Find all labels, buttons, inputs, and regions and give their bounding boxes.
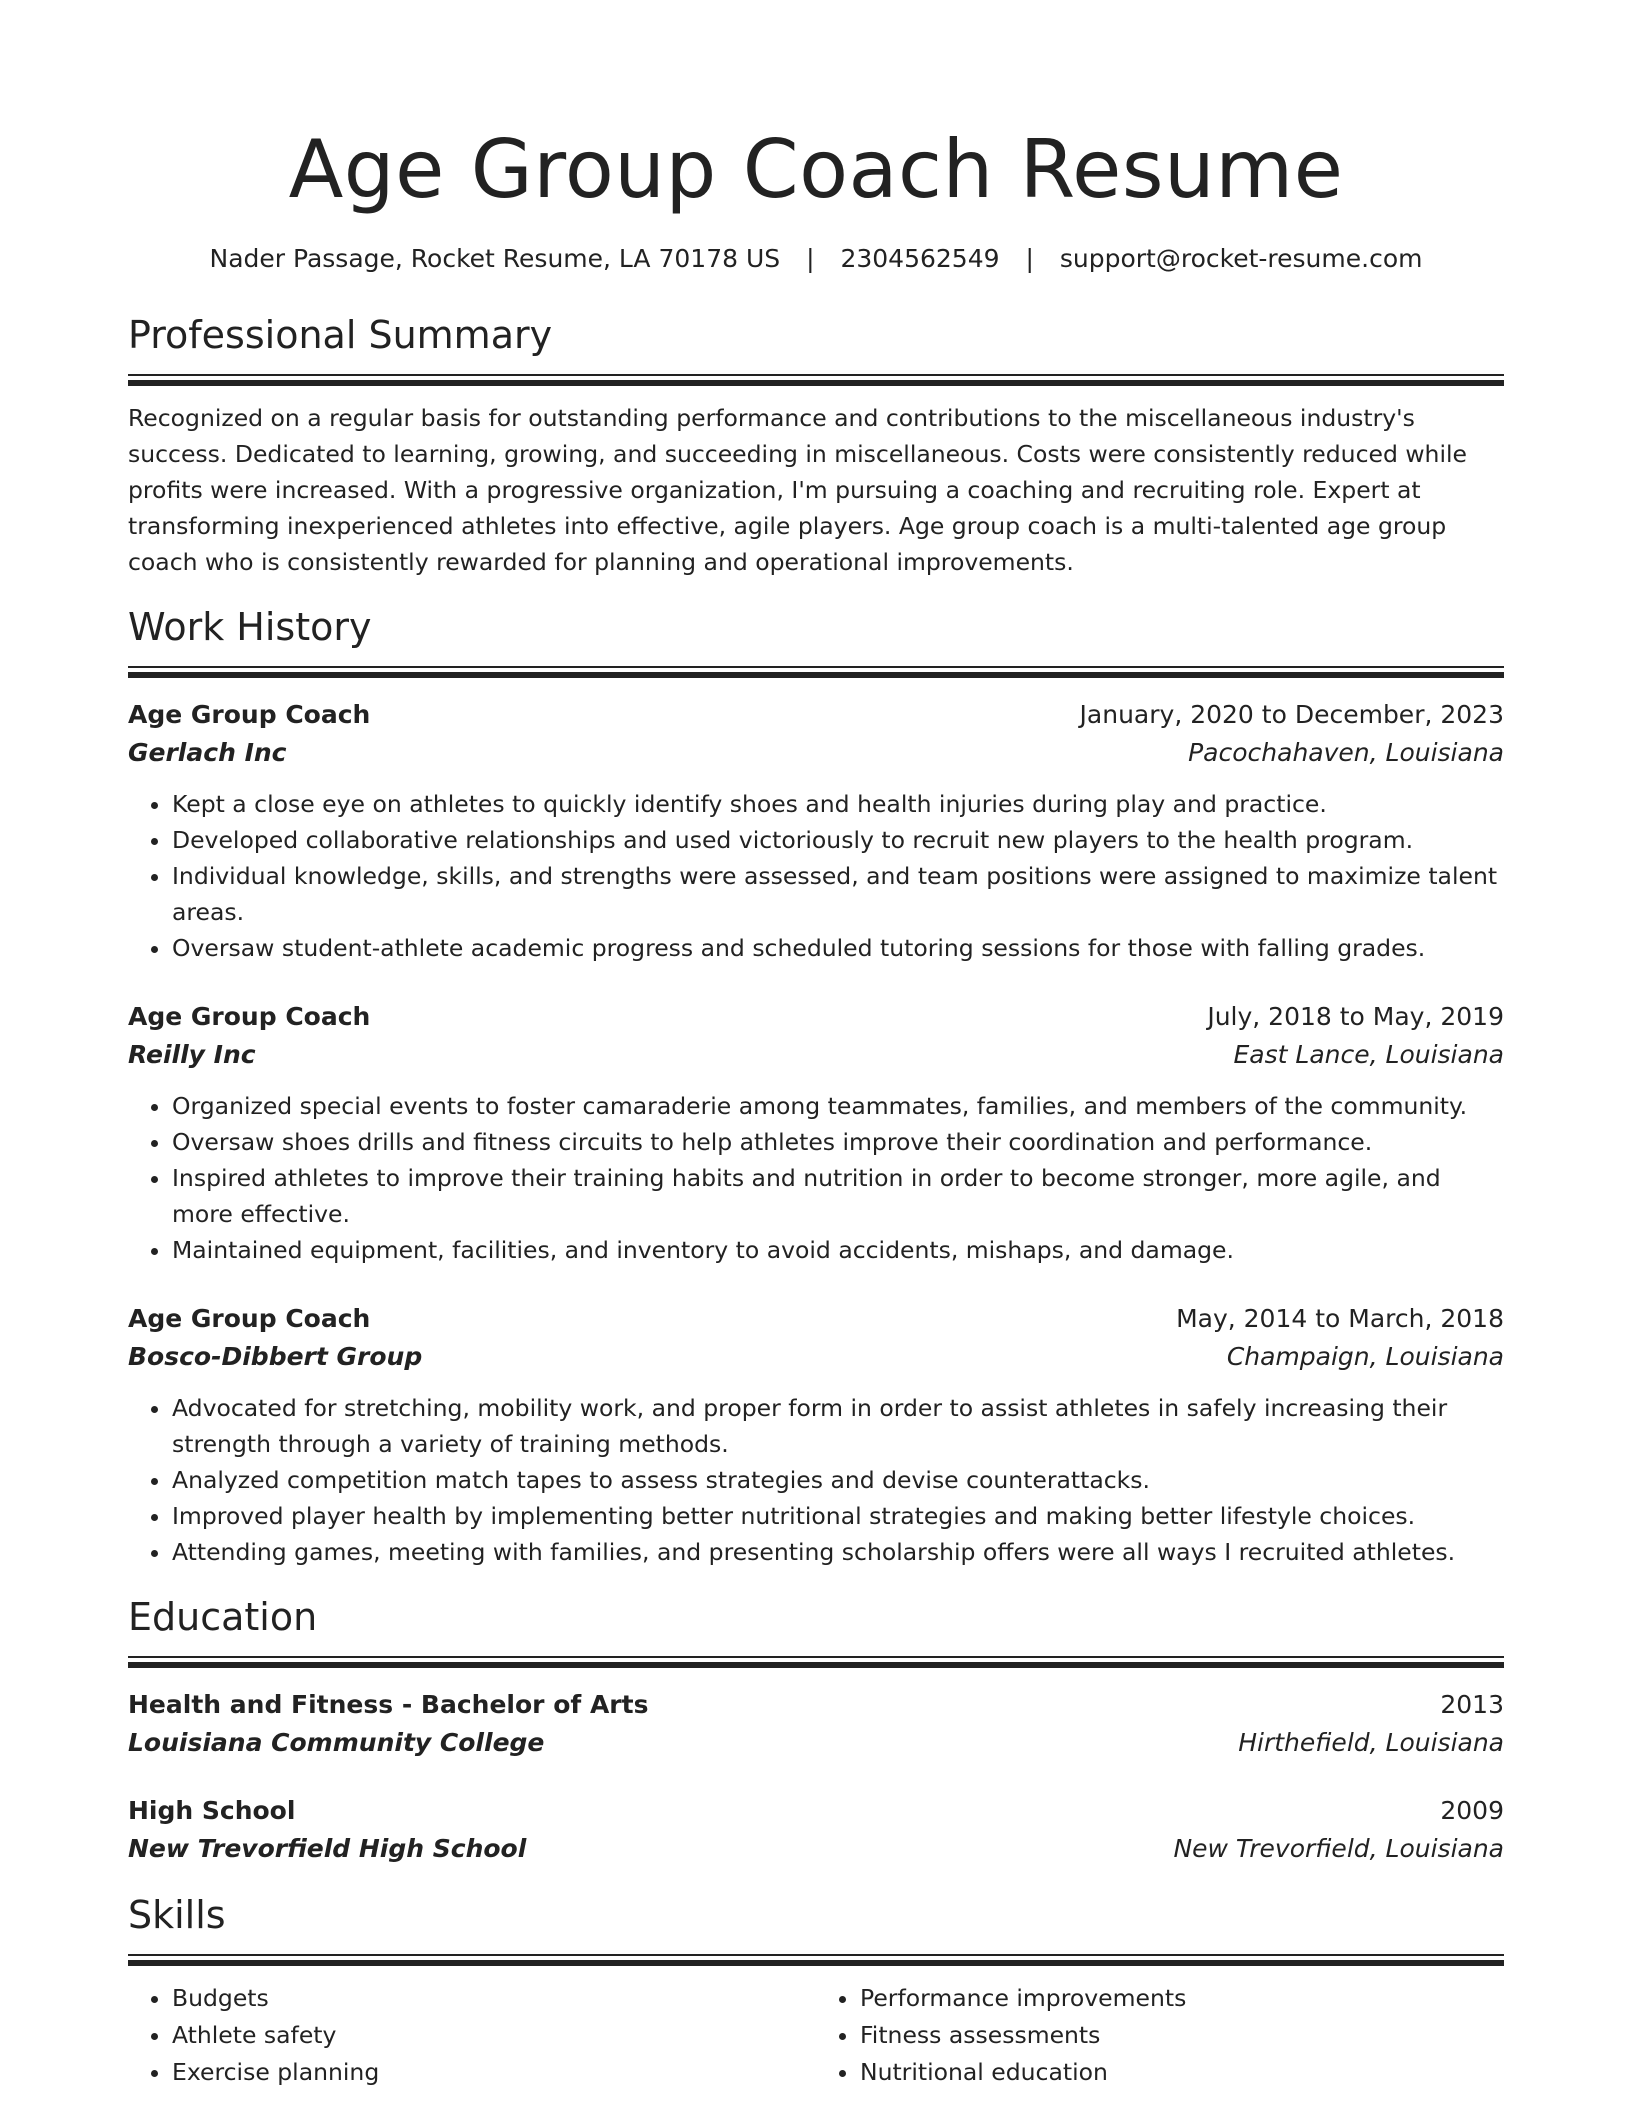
job-bullet: • Oversaw shoes drills and fitness circuits to help athletes improve their coordination and performance.	[172, 1124, 1504, 1160]
job-location: Champaign, Louisiana	[1226, 1342, 1504, 1371]
job-bullets	[128, 786, 1504, 966]
skills-column-left	[128, 1980, 816, 2091]
job-title: Age Group Coach	[128, 1304, 371, 1333]
job-bullet: • Attending games, meeting with families, and presenting scholarship offers were all ways I recruited athletes.	[172, 1534, 1504, 1570]
job-bullet: • Improved player health by implementing better nutritional strategies and making better lifestyle choices.	[172, 1498, 1504, 1534]
skill-item: • Exercise planning	[172, 2054, 816, 2091]
job-dates: May, 2014 to March, 2018	[1176, 1304, 1504, 1333]
education-degree: Health and Fitness - Bachelor of Arts	[128, 1690, 649, 1719]
job-bullet: • Inspired athletes to improve their training habits and nutrition in order to become stronger, more agile, and more effective.	[172, 1160, 1504, 1232]
job-bullets	[128, 1088, 1504, 1268]
job-bullet: • Individual knowledge, skills, and strengths were assessed, and team positions were assigned to maximize talent areas.	[172, 858, 1504, 930]
job-bullet: • Kept a close eye on athletes to quickly identify shoes and health injuries during play and practice.	[172, 786, 1504, 822]
contact-phone: 2304562549	[840, 244, 1000, 273]
job-entry	[128, 998, 1504, 1268]
skill-item: • Fitness assessments	[860, 2017, 1504, 2054]
job-title: Age Group Coach	[128, 1002, 371, 1031]
skill-item: • Performance improvements	[860, 1980, 1504, 2017]
education-year: 2013	[1440, 1690, 1504, 1719]
skill-item: • Athlete safety	[172, 2017, 816, 2054]
skill-item: • Budgets	[172, 1980, 816, 2017]
education-entry	[128, 1686, 1504, 1762]
skills-section	[128, 1892, 1504, 2091]
job-bullets	[128, 1390, 1504, 1570]
education-entry	[128, 1792, 1504, 1868]
job-dates: July, 2018 to May, 2019	[1207, 1002, 1504, 1031]
job-location: East Lance, Louisiana	[1233, 1040, 1504, 1069]
job-company: Reilly Inc	[128, 1040, 256, 1069]
work-section	[128, 604, 1504, 1570]
summary-text: Recognized on a regular basis for outstanding performance and contributions to the miscellaneous industry's success. Dedicated to learning, growing, and succeeding in miscellaneous. Costs were consistently reduced while profits were increased. With a progressive organization, I'm pursuing a coaching and recruiting role. Expert at transforming inexperienced athletes into effective, agile players. Age group coach is a multi-talented age group coach who is consistently rewarded for planning and operational improvements.	[128, 404, 1467, 576]
education-location: Hirthefield, Louisiana	[1238, 1728, 1504, 1757]
job-bullet: • Analyzed competition match tapes to assess strategies and devise counterattacks.	[172, 1462, 1504, 1498]
contact-line	[128, 242, 1504, 276]
education-section	[128, 1594, 1504, 1868]
job-bullet: • Oversaw student-athlete academic progress and scheduled tutoring sessions for those with falling grades.	[172, 930, 1504, 966]
section-divider	[128, 374, 1504, 386]
job-entry	[128, 1300, 1504, 1570]
contact-email: support@rocket-resume.com	[1059, 244, 1423, 273]
section-divider	[128, 666, 1504, 678]
job-dates: January, 2020 to December, 2023	[1079, 700, 1504, 729]
skills-list	[128, 1980, 1504, 2091]
section-divider	[128, 1954, 1504, 1966]
resume-title: Age Group Coach Resume	[288, 123, 1344, 216]
education-heading: Education	[128, 1595, 318, 1639]
education-location: New Trevorfield, Louisiana	[1173, 1834, 1504, 1863]
job-entry	[128, 696, 1504, 966]
skill-item: • Nutritional education	[860, 2054, 1504, 2091]
job-location: Pacochahaven, Louisiana	[1188, 738, 1504, 767]
skills-heading: Skills	[128, 1893, 226, 1937]
job-company: Bosco-Dibbert Group	[128, 1342, 423, 1371]
job-bullet: • Advocated for stretching, mobility work, and proper form in order to assist athletes in safely increasing their strength through a variety of training methods.	[172, 1390, 1504, 1462]
summary-heading: Professional Summary	[128, 313, 553, 357]
summary-section	[128, 312, 1504, 580]
job-company: Gerlach Inc	[128, 738, 287, 767]
job-title: Age Group Coach	[128, 700, 371, 729]
skills-column-right	[816, 1980, 1504, 2091]
education-school: New Trevorfield High School	[128, 1834, 527, 1863]
education-school: Louisiana Community College	[128, 1728, 545, 1757]
contact-separator: |	[806, 244, 815, 273]
contact-address: Nader Passage, Rocket Resume, LA 70178 US	[209, 244, 781, 273]
job-bullet: • Organized special events to foster camaraderie among teammates, families, and members of the community.	[172, 1088, 1504, 1124]
education-year: 2009	[1440, 1796, 1504, 1825]
job-bullet: • Developed collaborative relationships and used victoriously to recruit new players to the health program.	[172, 822, 1504, 858]
education-degree: High School	[128, 1796, 296, 1825]
contact-separator: |	[1025, 244, 1034, 273]
work-heading: Work History	[128, 605, 372, 649]
job-bullet: • Maintained equipment, facilities, and inventory to avoid accidents, mishaps, and damage.	[172, 1232, 1504, 1268]
section-divider	[128, 1656, 1504, 1668]
